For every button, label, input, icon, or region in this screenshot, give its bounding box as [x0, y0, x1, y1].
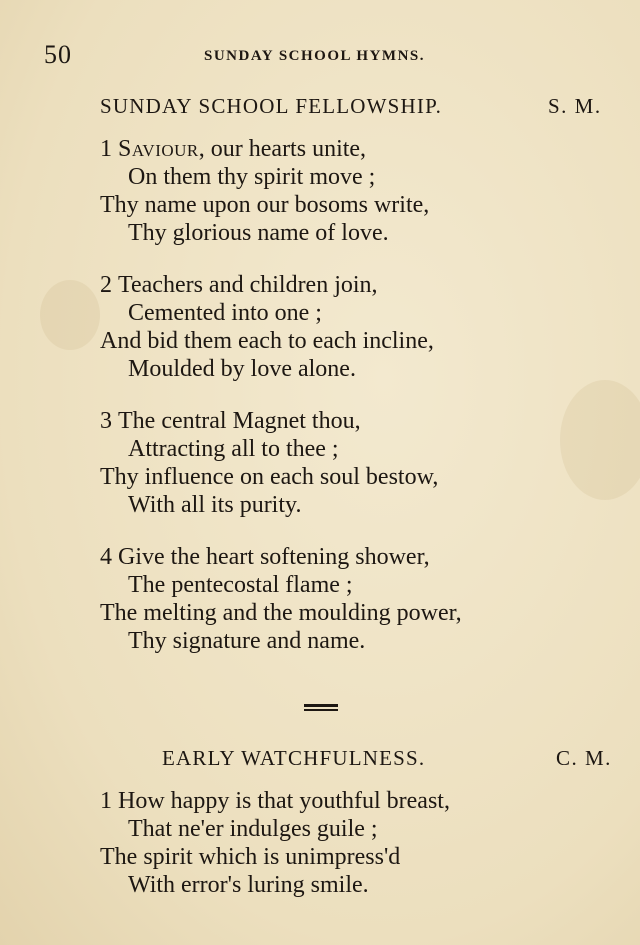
verse-text: Teachers and children join,: [118, 272, 378, 298]
verse-line: [100, 542, 430, 572]
hymn-early-watchfulness: [0, 746, 640, 898]
verse-line: Attracting all to thee ;: [128, 436, 339, 462]
divider-rule: [304, 709, 338, 711]
verse-line: Cemented into one ;: [128, 300, 322, 326]
paper-stain: [40, 280, 100, 350]
verse-line: [100, 406, 361, 436]
verse-line: With all its purity.: [128, 492, 302, 518]
hymn-sunday-school-fellowship: [0, 94, 640, 654]
verse-line: The pentecostal flame ;: [128, 572, 353, 598]
stanza-number: 2: [100, 272, 112, 298]
stanza-number: 4: [100, 544, 112, 570]
verse-text: The central Magnet thou,: [118, 408, 361, 434]
verse-line: The spirit which is unimpress'd: [100, 844, 401, 870]
verse-line: [100, 270, 378, 300]
paper-stain: [560, 380, 640, 500]
verse-line: That ne'er indulges guile ;: [128, 816, 378, 842]
verse-line: Thy glorious name of love.: [128, 220, 389, 246]
verse-text: , our hearts unite,: [198, 136, 367, 162]
stanza-number: 3: [100, 408, 112, 434]
hymn-header: [0, 746, 640, 782]
divider-rule: [304, 704, 338, 707]
verse-line: On them thy spirit move ;: [128, 164, 376, 190]
hymn-title: EARLY WATCHFULNESS.: [162, 746, 426, 770]
stanza-number: 1: [100, 788, 112, 814]
stanza-number: 1: [100, 136, 112, 162]
verse-line: Thy name upon our bosoms write,: [100, 192, 430, 218]
first-word: Saviour: [118, 136, 199, 162]
verse-text: Give the heart softening shower,: [118, 544, 430, 570]
hymn-title: SUNDAY SCHOOL FELLOWSHIP.: [100, 94, 443, 118]
running-head: [44, 40, 604, 76]
hymn-header: [0, 94, 640, 130]
verse-line: The melting and the moulding power,: [100, 600, 462, 626]
section-divider: [304, 704, 338, 712]
verse-line: With error's luring smile.: [128, 872, 369, 898]
verse-line: [100, 134, 366, 164]
verse-line: Thy signature and name.: [128, 628, 366, 654]
verse-line: And bid them each to each incline,: [100, 328, 434, 354]
page-number: 50: [44, 40, 72, 69]
verse-line: Thy influence on each soul bestow,: [100, 464, 439, 490]
verse-text: How happy is that youthful breast,: [118, 788, 450, 814]
hymn-meter: C. M.: [556, 746, 612, 770]
verse-line: [100, 786, 450, 816]
verse-line: Moulded by love alone.: [128, 356, 356, 382]
hymn-meter: S. M.: [548, 94, 602, 118]
running-title: SUNDAY SCHOOL HYMNS.: [204, 48, 426, 64]
